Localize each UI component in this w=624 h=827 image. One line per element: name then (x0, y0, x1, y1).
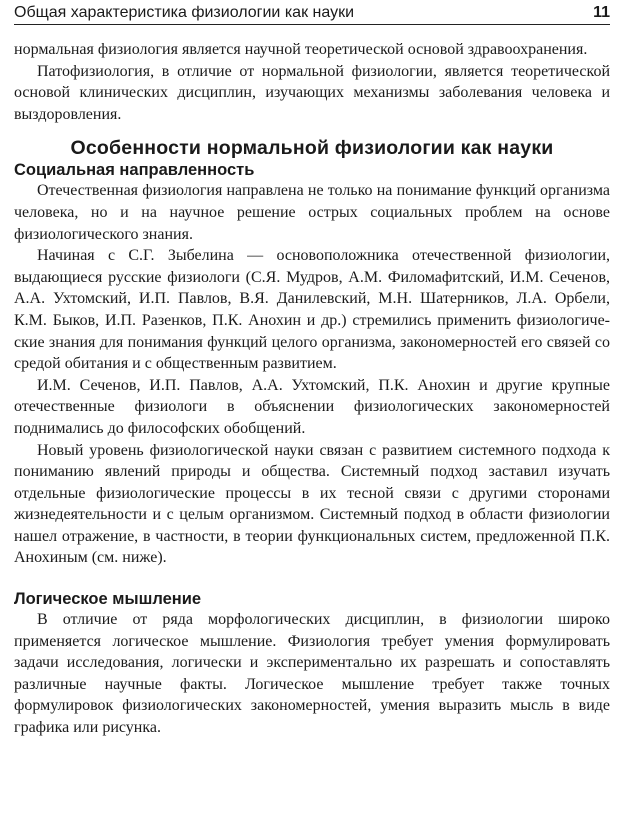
subsection-heading-logic: Логическое мышление (14, 590, 202, 609)
social-paragraph: Новый уровень физиологической науки связан с развитием системного подхода к пониманию явлений природы и общества. Системный подход заставил изучать отдельные физиологические процессы в их тесной связи с другими сторонами жизнедеятельности и с целым организмом. Системный подход в области физиологии нашел отражение, в частности, в теории функциональных систем, предложенной П.К. Анохиным (см. ниже). (14, 441, 610, 567)
social-paragraph: Отечественная физиология направлена не только на понимание функций организма человека, но и на научное решение острых социальных проблем на основе физиологического знания. (14, 182, 610, 243)
intro-paragraph-continued: нормальная физиология является научной теоретической основой здравоохранения. (14, 41, 588, 58)
section-title: Особенности нормальной физиологии как науки (70, 137, 554, 160)
running-header (14, 0, 610, 25)
subsection-heading-social: Социальная направленность (14, 161, 255, 180)
social-paragraph: И.М. Сеченов, И.П. Павлов, А.А. Ухтомский, П.К. Анохин и другие крупные отечественные физиологи в объяснении физиологических закономерностей поднимались до философских обобщений. (14, 376, 610, 437)
page-body (14, 39, 610, 739)
intro-paragraph-pathophysiology: Патофизиология, в отличие от нормальной физиологии, является теоретической основой клинических дисциплин, изучающих механизмы заболевания человека и выздоровления. (14, 62, 610, 123)
social-paragraph: Начиная с С.Г. Зыбелина — основоположника отечественной физиологии, выдающиеся русские физиологи (С.Я. Мудров, А.М. Филомафитский, И.М. Сеченов, А.А. Ухтомский, И.П. Павлов, В.Я. Данилевский, М.Н. Шатерников, Л.А. Орбели, К.М. Быков, И.П. Разенков, П.К. Анохин и др.) стремились применить физиологические знания для понимания функций целого организма, закономерностей его связей со средой обитания и с общественным развитием. (14, 247, 610, 373)
page-number: 11 (593, 4, 610, 21)
book-page (14, 0, 610, 739)
logic-paragraph: В отличие от ряда морфологических дисциплин, в физиологии широко применяется логическое мышление. Физиология требует умения формулировать задачи исследования, логически и экспериментально их разрешать и сопоставлять различные научные факты. Логическое мышление требует также точных формулировок физиологических закономерностей, умения выразить мысль в виде графика или рисунка. (14, 611, 610, 737)
running-title: Общая характеристика физиологии как науки (14, 4, 354, 21)
